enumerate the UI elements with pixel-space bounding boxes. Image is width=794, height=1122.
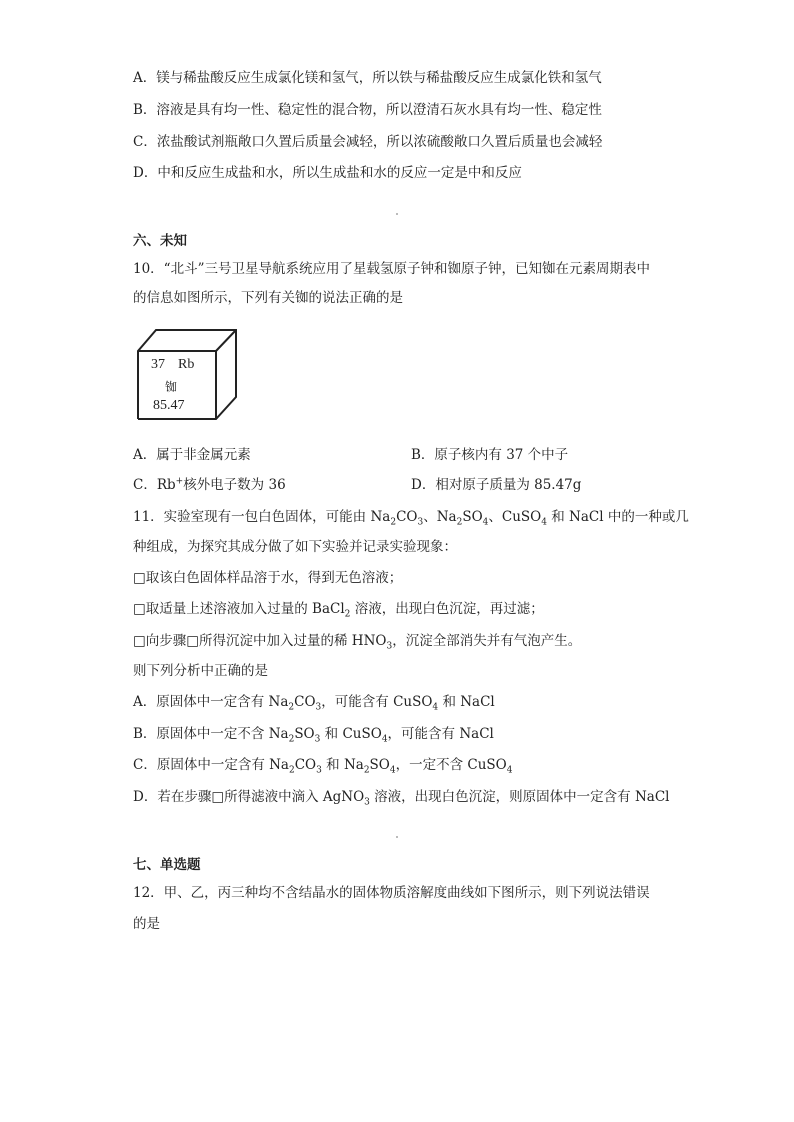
rubidium-element-figure — [136, 327, 238, 423]
page-divider-dot — [396, 836, 398, 838]
section-6-title: 六、未知 — [133, 233, 187, 249]
q9-option-d: D．中和反应生成盐和水，所以生成盐和水的反应一定是中和反应 — [133, 165, 522, 181]
q11-step1: □取该白色固体样品溶于水，得到无色溶液； — [133, 570, 403, 586]
element-symbol: Rb — [178, 357, 195, 372]
atomic-mass: 85.47 — [153, 398, 185, 413]
q10-option-a: A．属于非金属元素 — [133, 447, 251, 463]
q11-stem-line2: 种组成，为探究其成分做了如下实验并记录实验现象： — [133, 539, 457, 555]
q11-step2: □取适量上述溶液加入过量的 BaCl$_2$ 溶液，出现白色沉淀，再过滤； — [133, 601, 544, 620]
q10-option-c: C．Rb+核外电子数为 36 — [133, 476, 286, 493]
q11-option-d: D．若在步骤□所得滤液中滴入 AgNO$_3$ 溶液，出现白色沉淀，则原固体中一定含有 NaCl — [133, 789, 670, 808]
q9-option-b: B．溶液是具有均一性、稳定性的混合物，所以澄清石灰水具有均一性、稳定性 — [133, 102, 602, 118]
q12-stem-line1: 12．甲、乙，丙三种均不含结晶水的固体物质溶解度曲线如下图所示，则下列说法错误 — [133, 885, 650, 901]
q11-stem-line1: 11．实验室现有一包白色固体，可能由 $Na_2CO_3$、$Na_2SO_4$、CuSO$_4$ 和 NaCl 中的一种或几 — [133, 509, 689, 528]
cube-icon — [136, 327, 238, 423]
q10-stem-line2: 的信息如图所示，下列有关铷的说法正确的是 — [133, 290, 403, 306]
q10-stem-line1: 10．“北斗”三号卫星导航系统应用了星载氢原子钟和铷原子钟，已知铷在元素周期表中 — [133, 261, 650, 277]
element-name: 铷 — [165, 380, 178, 394]
q11-option-c: C．原固体中一定含有 $Na_2CO_3$ 和 $Na_2SO_4$，一定不含 CuSO$_4$ — [133, 757, 513, 776]
q10-option-b: B．原子核内有 37 个中子 — [411, 447, 569, 463]
q11-step3: □向步骤□所得沉淀中加入过量的稀 $HNO_3$，沉淀全部消失并有气泡产生。 — [133, 633, 582, 652]
q12-stem-line2: 的是 — [133, 916, 160, 932]
atomic-number: 37 — [151, 357, 165, 372]
section-7-title: 七、单选题 — [133, 857, 201, 873]
q11-option-a: A．原固体中一定含有 $Na_2CO_3$，可能含有 CuSO$_4$ 和 NaCl — [133, 694, 495, 713]
q11-question: 则下列分析中正确的是 — [133, 663, 268, 679]
q9-option-a: A．镁与稀盐酸反应生成氯化镁和氢气，所以铁与稀盐酸反应生成氯化铁和氢气 — [133, 70, 602, 86]
q11-option-b: B．原固体中一定不含 $Na_2SO_3$ 和 CuSO$_4$，可能含有 NaCl — [133, 726, 494, 745]
q9-option-c: C．浓盐酸试剂瓶敞口久置后质量会减轻，所以浓硫酸敞口久置后质量也会减轻 — [133, 134, 603, 150]
q10-option-d: D．相对原子质量为 85.47g — [411, 477, 582, 493]
page-divider-dot — [396, 213, 398, 215]
